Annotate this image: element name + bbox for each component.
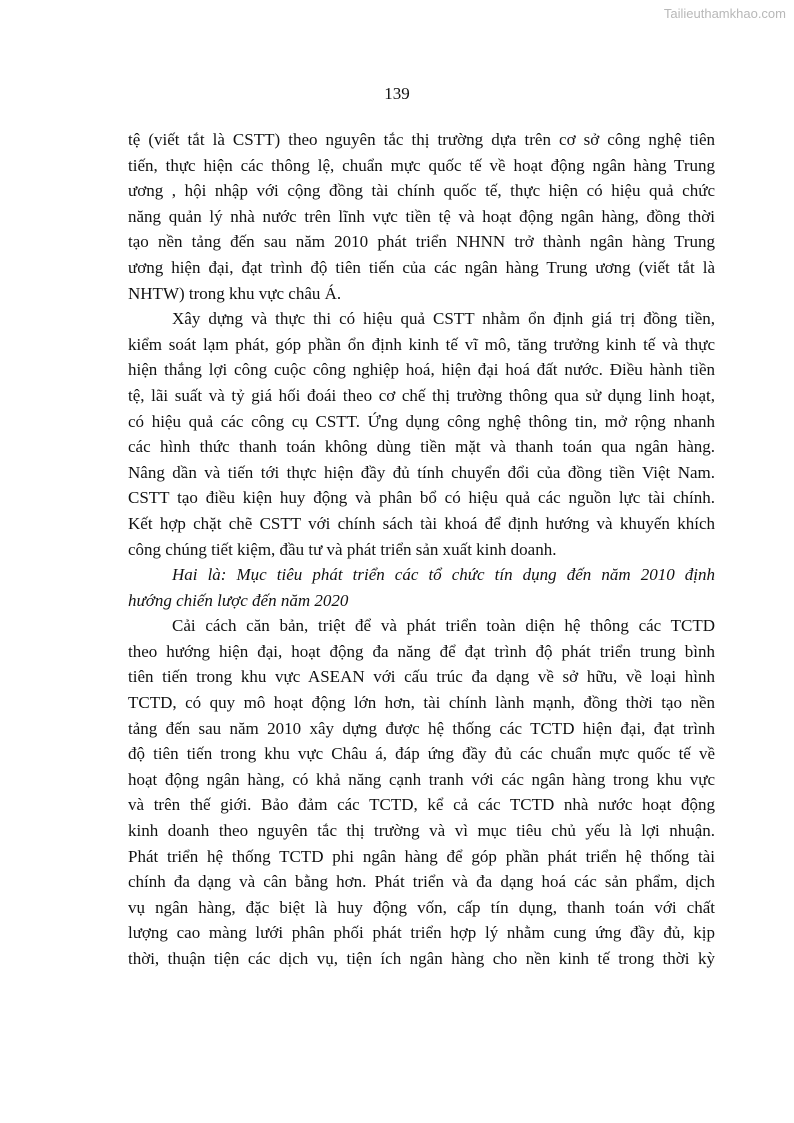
text-line: Cải cách căn bản, triệt để và phát triển toàn diện hệ thông các TCTD: [172, 616, 715, 636]
text-line: tiên tiến trong khu vực ASEAN với cấu trúc đa dạng về sở hữu, về loại hình: [128, 667, 715, 687]
text-line: các hình thức thanh toán không dùng tiền mặt và thanh toán qua ngân hàng.: [128, 437, 715, 457]
text-line: năng quản lý nhà nước trên lĩnh vực tiền tệ và hoạt động ngân hàng, đồng thời: [128, 206, 715, 226]
text-line: NHTW) trong khu vực châu Á.: [128, 283, 342, 303]
text-line: độ tiên tiến trong khu vực Châu á, đáp ứng đầy đủ các chuẩn mực quốc tế về: [128, 744, 715, 764]
text-line: có hiệu quả các công cụ CSTT. Ứng dụng công nghệ thông tin, mở rộng nhanh: [128, 411, 715, 431]
section-heading-line: hướng chiến lược đến năm 2020: [128, 590, 349, 610]
text-line: hoạt động ngân hàng, có khả năng cạnh tranh với các ngân hàng trong khu vực: [128, 769, 715, 789]
text-line: thời, thuận tiện các dịch vụ, tiện ích ngân hàng cho nền kinh tế trong thời kỳ: [128, 949, 715, 968]
text-line: lượng cao màng lưới phân phối phát triển hợp lý nhằm cung ứng đầy đủ, kịp: [128, 923, 715, 943]
page-number: 139: [384, 84, 410, 103]
text-line: hiện thắng lợi công cuộc công nghiệp hoá, hiện đại hoá đất nước. Điều hành tiền: [128, 360, 715, 380]
text-line: tiến, thực hiện các thông lệ, chuẩn mực quốc tế về hoạt động ngân hàng Trung: [128, 155, 715, 175]
text-line: công chúng tiết kiệm, đầu tư và phát triển sản xuất kinh doanh.: [128, 539, 557, 559]
text-line: Kết hợp chặt chẽ CSTT với chính sách tài khoá để định hướng và khuyến khích: [128, 513, 715, 533]
text-line: theo hướng hiện đại, hoạt động đa năng để đạt trình độ phát triển trung bình: [128, 641, 715, 661]
body-text: [128, 127, 715, 972]
text-line: CSTT tạo điều kiện huy động và phân bổ có hiệu quả các nguồn lực tài chính.: [128, 488, 715, 508]
section-heading-line: Hai là: Mục tiêu phát triển các tổ chức tín dụng đến năm 2010 định: [172, 565, 715, 585]
text-line: ương , hội nhập với cộng đồng tài chính quốc tế, thực hiện có hiệu quả chức: [128, 181, 715, 201]
text-line: Xây dựng và thực thi có hiệu quả CSTT nhằm ổn định giá trị đồng tiền,: [172, 309, 715, 329]
text-line: tạo nền tảng đến sau năm 2010 phát triển NHNN trở thành ngân hàng Trung: [128, 232, 715, 252]
text-line: ương hiện đại, đạt trình độ tiên tiến của các ngân hàng Trung ương (viết tắt là: [128, 257, 715, 277]
watermark-text: Tailieuthamkhao.com: [663, 6, 786, 21]
text-line: kiểm soát lạm phát, góp phần ổn định kinh tế vĩ mô, tăng trưởng kinh tế và thực: [128, 334, 715, 354]
text-line: TCTD, có quy mô hoạt động lớn hơn, tài chính lành mạnh, đồng thời tạo nền: [128, 693, 715, 713]
text-line: tảng đến sau năm 2010 xây dựng được hệ thống các TCTD hiện đại, đạt trình: [128, 718, 715, 738]
text-line: vụ ngân hàng, đặc biệt là huy động vốn, cấp tín dụng, thanh toán với chất: [128, 897, 715, 917]
text-line: Phát triển hệ thống TCTD phi ngân hàng để góp phần phát triển hệ thống tài: [128, 846, 715, 866]
text-line: tệ, lãi suất và tỷ giá hối đoái theo cơ chế thị trường thông qua sử dụng linh hoạt,: [128, 385, 715, 405]
text-line: và trên thế giới. Bảo đảm các TCTD, kể cả các TCTD nhà nước hoạt động: [128, 795, 715, 815]
text-line: Nâng dần và tiến tới thực hiện đầy đủ tính chuyển đổi của đồng tiền Việt Nam.: [128, 462, 715, 482]
text-line: chính đa dạng và cân bằng hơn. Phát triển và đa dạng hoá các sản phẩm, dịch: [128, 872, 715, 892]
text-line: tệ (viết tắt là CSTT) theo nguyên tắc thị trường dựa trên cơ sở công nghệ tiên: [128, 130, 715, 149]
text-line: kinh doanh theo nguyên tắc thị trường và vì mục tiêu chủ yếu là lợi nhuận.: [128, 821, 715, 841]
